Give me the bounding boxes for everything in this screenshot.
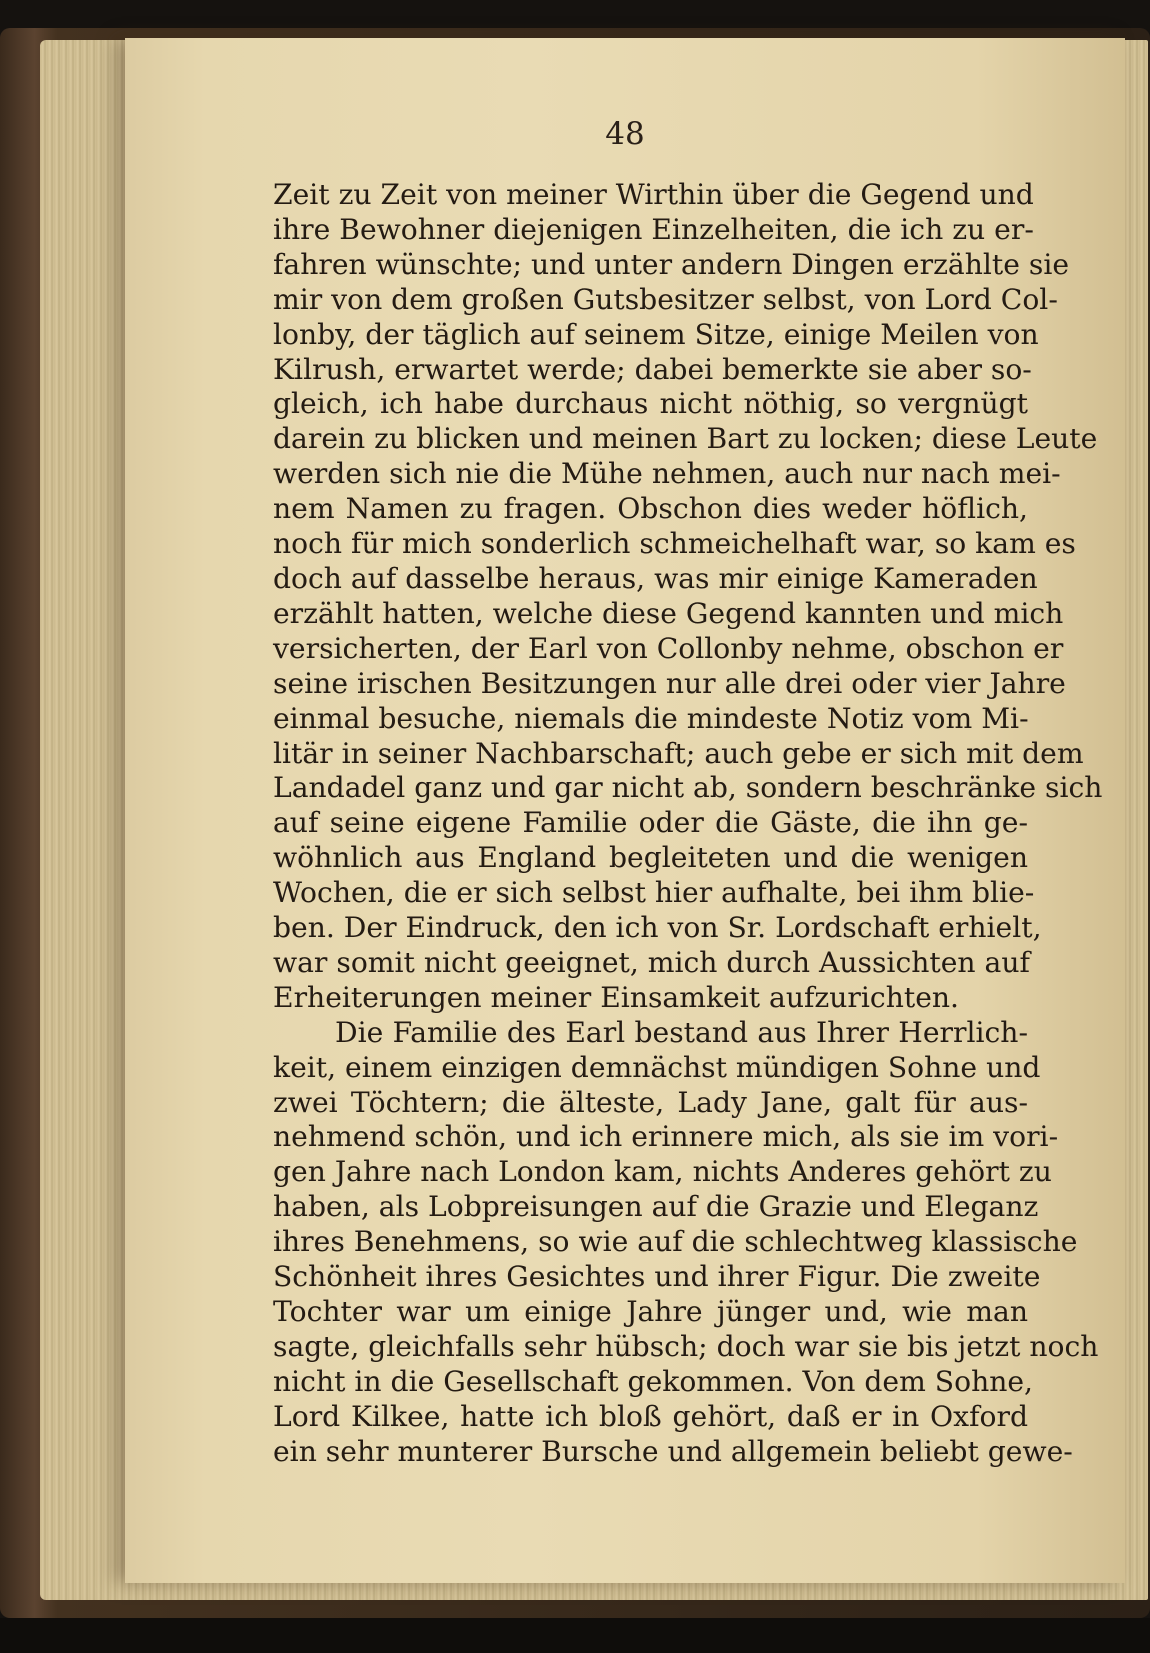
text-line: Erheiterungen meiner Einsamkeit aufzurichten. <box>273 980 959 1014</box>
text-line: seine irischen Besitzungen nur alle drei oder vier Jahre <box>273 666 1066 700</box>
text-line: wöhnlich aus England begleiteten und die wenigen <box>273 841 1028 875</box>
text-line: war somit nicht geeignet, mich durch Aussichten auf <box>273 945 1030 979</box>
text-line: Lord Kilkee, hatte ich bloß gehört, daß er in Oxford <box>273 1399 1028 1433</box>
text-line: fahren wünschte; und unter andern Dingen erzählte sie <box>273 247 1070 281</box>
body-text <box>273 178 1103 1470</box>
text-line: versicherten, der Earl von Collonby nehme, obschon er <box>273 631 1064 665</box>
text-line: nicht in die Gesellschaft gekommen. Von dem Sohne, <box>273 1364 1034 1398</box>
text-line: Die Familie des Earl bestand aus Ihrer Herrlich- <box>335 1015 1028 1049</box>
text-line: Zeit zu Zeit von meiner Wirthin über die Gegend und <box>273 178 1034 211</box>
text-line: Landadel ganz und gar nicht ab, sondern beschränke sich <box>273 771 1103 805</box>
text-line: darein zu blicken und meinen Bart zu locken; diese Leute <box>273 422 1098 456</box>
text-line: einmal besuche, niemals die mindeste Notiz vom Mi- <box>273 701 1029 735</box>
text-line: doch auf dasselbe heraus, was mir einige Kameraden <box>273 561 1038 595</box>
text-line: ein sehr munterer Bursche und allgemein beliebt gewe- <box>273 1434 1073 1468</box>
text-line: noch für mich sonderlich schmeichelhaft war, so kam es <box>273 527 1076 561</box>
text-line: ben. Der Eindruck, den ich von Sr. Lordschaft erhielt, <box>273 911 1042 945</box>
text-line: Wochen, die er sich selbst hier aufhalte, bei ihm blie- <box>273 876 1035 910</box>
text-line: lonby, der täglich auf seinem Sitze, einige Meilen von <box>273 317 1039 351</box>
text-line: auf seine eigene Familie oder die Gäste, die ihn ge- <box>273 806 1028 840</box>
text-line: erzählt hatten, welche diese Gegend kannten und mich <box>273 596 1064 630</box>
text-line: nehmend schön, und ich erinnere mich, als sie im vori- <box>273 1120 1059 1154</box>
text-line: gen Jahre nach London kam, nichts Anderes gehört zu <box>273 1155 1052 1189</box>
text-line: ihres Benehmens, so wie auf die schlechtweg klassische <box>273 1225 1078 1259</box>
text-line: gleich, ich habe durchaus nicht nöthig, so vergnügt <box>273 387 1028 421</box>
text-line: Schönheit ihres Gesichtes und ihrer Figur. Die zweite <box>273 1260 1041 1294</box>
text-line: ihre Bewohner diejenigen Einzelheiten, die ich zu er- <box>273 212 1034 246</box>
text-line: nem Namen zu fragen. Obschon dies weder höflich, <box>273 492 1028 526</box>
text-line: Tochter war um einige Jahre jünger und, wie man <box>273 1295 1028 1328</box>
text-line: mir von dem großen Gutsbesitzer selbst, von Lord Col- <box>273 282 1058 316</box>
text-line: Kilrush, erwartet werde; dabei bemerkte sie aber so- <box>273 352 1032 386</box>
text-line: zwei Töchtern; die älteste, Lady Jane, galt für aus- <box>273 1085 1028 1119</box>
page-number: 48 <box>605 116 645 152</box>
text-line: werden sich nie die Mühe nehmen, auch nur nach mei- <box>273 457 1061 491</box>
text-line: haben, als Lobpreisungen auf die Grazie und Eleganz <box>273 1190 1039 1224</box>
book-page <box>125 38 1125 1583</box>
text-line: litär in seiner Nachbarschaft; auch gebe er sich mit dem <box>273 736 1084 770</box>
scan-bottom-edge <box>0 1618 1150 1653</box>
text-line: keit, einem einzigen demnächst mündigen Sohne und <box>273 1050 1041 1084</box>
text-line: sagte, gleichfalls sehr hübsch; doch war sie bis jetzt noch <box>273 1329 1099 1363</box>
